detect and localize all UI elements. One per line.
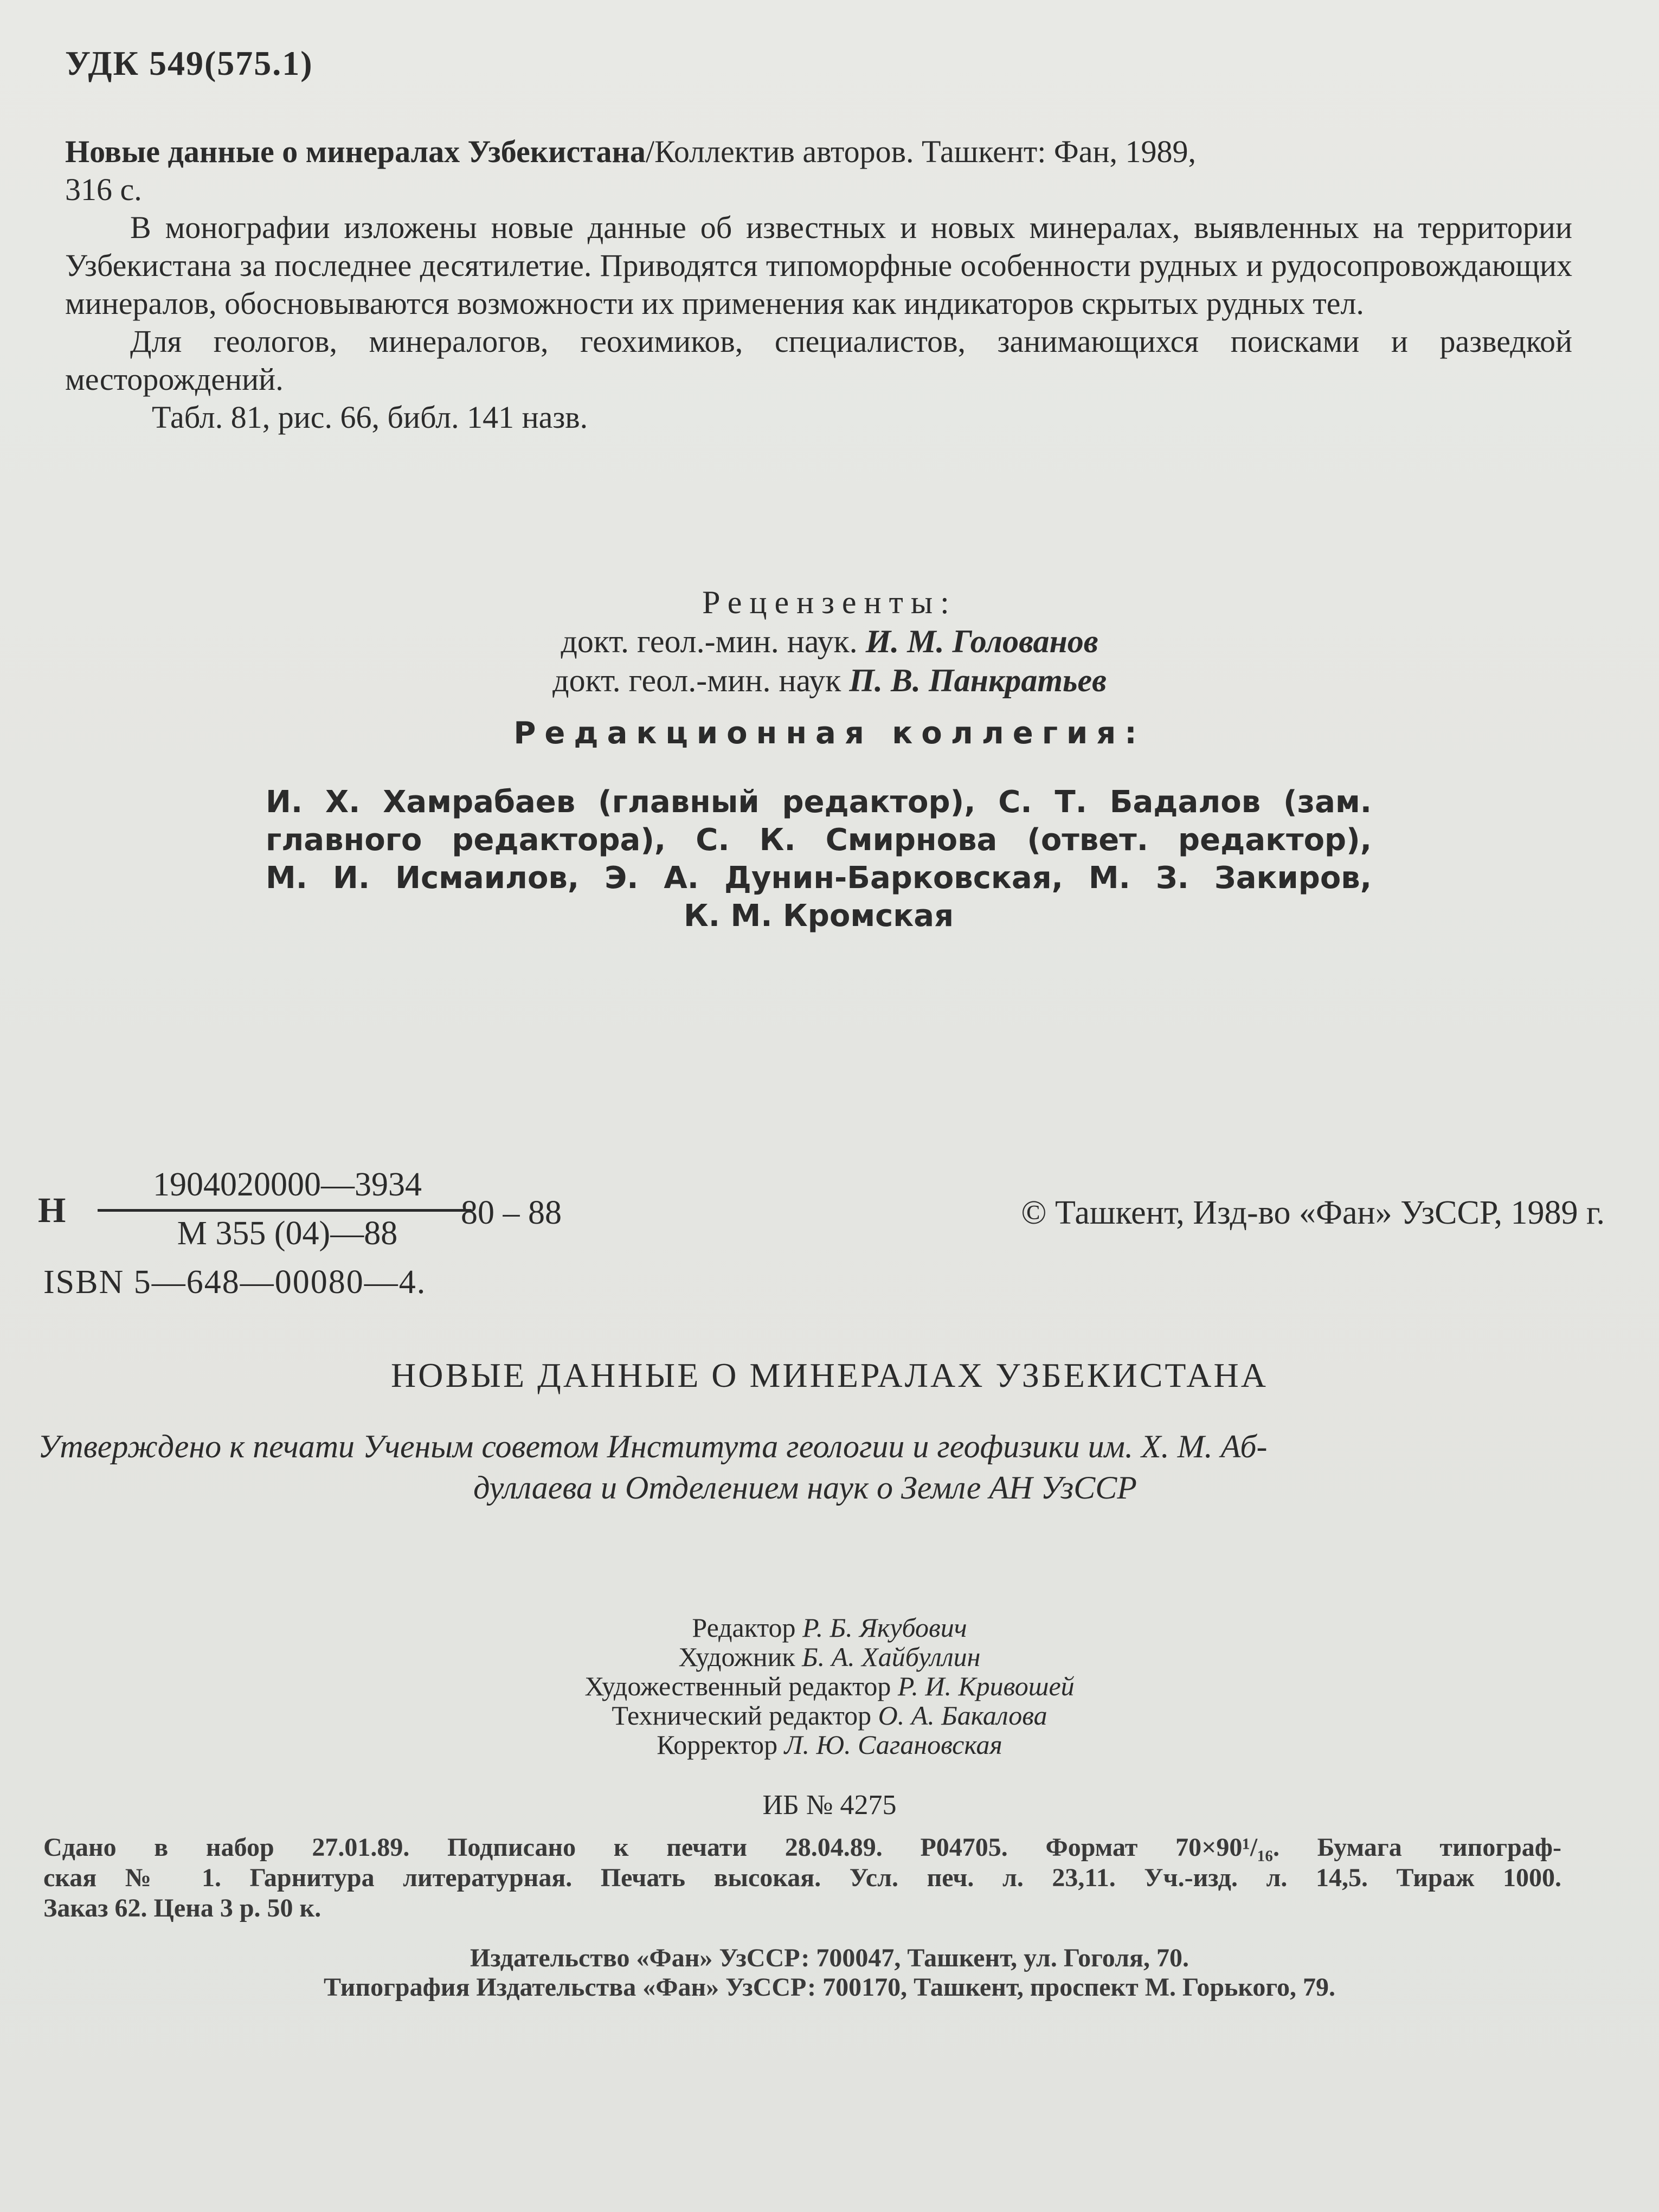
credit-role: Художник	[678, 1642, 795, 1672]
credit-name: Р. И. Кривошей	[897, 1671, 1075, 1701]
print-line-1: Сдано в набор 27.01.89. Подписано к печати 28.04.89. Р04705. Формат 70×90¹/₁₆. Бумага типограф-	[43, 1833, 1561, 1862]
reviewer-1	[0, 622, 1659, 661]
credit-role: Художественный редактор	[584, 1671, 891, 1701]
bib-abstract-1: В монографии изложены новые данные об известных и новых минералах, выявленных на территории Узбекистана за последнее десятилетие. Приводятся типоморфные особенности рудных и рудосопровождающих минералов, обосновываются возможности их применения как индикаторов скрытых рудных тел.	[65, 210, 1572, 321]
board-line: главного редактора), С. К. Смирнова (ответ. редактор),	[266, 822, 1372, 858]
print-line-2: ская № 1. Гарнитура литературная. Печать высокая. Усл. печ. л. 23,11. Уч.-изд. л. 14,5. Тираж 1000.	[43, 1863, 1561, 1892]
approval-line-1: Утверждено к печати Ученым советом Института геологии и геофизики им. Х. М. Аб-	[38, 1429, 1268, 1464]
reviewer-degree: докт. геол.-мин. наук	[552, 663, 841, 698]
board-line: И. Х. Хамрабаев (главный редактор), С. Т. Бадалов (зам.	[266, 785, 1372, 820]
bib-tables: Табл. 81, рис. 66, библ. 141 назв.	[152, 400, 588, 435]
credit-name: Л. Ю. Сагановская	[784, 1729, 1002, 1760]
reviewer-name: П. В. Панкратьев	[849, 663, 1107, 698]
bib-title-rest: /Коллектив авторов. Ташкент: Фан, 1989,	[645, 134, 1196, 169]
credit-tech-editor	[0, 1701, 1659, 1730]
index-letter: Н	[38, 1191, 66, 1230]
isbn: ISBN 5—648—00080—4.	[43, 1264, 427, 1301]
credit-role: Технический редактор	[612, 1700, 872, 1731]
publisher-line-1: Издательство «Фан» УзССР: 700047, Ташкент, ул. Гоголя, 70.	[470, 1944, 1189, 1972]
print-line-3: Заказ 62. Цена 3 р. 50 к.	[43, 1894, 321, 1922]
print-info	[43, 1832, 1561, 1924]
reviewer-name: И. М. Голованов	[865, 623, 1098, 659]
fraction-line	[98, 1209, 472, 1212]
book-title: НОВЫЕ ДАННЫЕ О МИНЕРАЛАХ УЗБЕКИСТАНА	[391, 1356, 1268, 1394]
board-line: К. М. Кромская	[683, 898, 954, 934]
udk-code: УДК 549(575.1)	[65, 44, 313, 82]
bib-title: Новые данные о минералах Узбекистана	[65, 134, 646, 169]
approval-note	[38, 1426, 1572, 1508]
reviewer-2	[0, 661, 1659, 700]
editorial-board-heading: Редакционная коллегия:	[513, 716, 1146, 751]
index-denominator: М 355 (04)—88	[177, 1215, 398, 1252]
bib-abstract-2: Для геологов, минералогов, геохимиков, специалистов, занимающихся поисками и разведкой месторождений.	[65, 324, 1572, 397]
credit-art-editor	[0, 1671, 1659, 1701]
credit-artist	[0, 1642, 1659, 1671]
publisher-info	[0, 1944, 1659, 2002]
credit-name: Б. А. Хайбуллин	[802, 1642, 981, 1672]
bibliographic-description	[65, 133, 1572, 436]
credit-name: О. А. Бакалова	[878, 1700, 1047, 1731]
editorial-board	[266, 783, 1372, 935]
index-range: 80 – 88	[461, 1194, 562, 1231]
publisher-line-2: Типография Издательства «Фан» УзССР: 700170, Ташкент, проспект М. Горького, 79.	[323, 1973, 1336, 2002]
credit-proofreader	[0, 1730, 1659, 1759]
reviewer-degree: докт. геол.-мин. наук.	[561, 623, 858, 659]
index-numerator: 1904020000—3934	[153, 1166, 422, 1203]
credit-role: Редактор	[692, 1612, 796, 1643]
credit-role: Корректор	[657, 1729, 778, 1760]
approval-line-2: дуллаева и Отделением наук о Земле АН УзССР	[473, 1470, 1137, 1506]
credits	[0, 1613, 1659, 1759]
board-line: М. И. Исмаилов, Э. А. Дунин-Барковская, М. З. Закиров,	[266, 860, 1372, 896]
bib-title-line	[65, 133, 1572, 171]
reviewers-heading: Рецензенты:	[702, 584, 957, 620]
credit-editor	[0, 1613, 1659, 1642]
ib-number: ИБ № 4275	[762, 1790, 897, 1821]
bib-pages: 316 с.	[65, 172, 142, 207]
copyright-line: © Ташкент, Изд-во «Фан» УзССР, 1989 г.	[1021, 1194, 1605, 1231]
reviewers-section	[0, 583, 1659, 700]
credit-name: Р. Б. Якубович	[802, 1612, 967, 1643]
